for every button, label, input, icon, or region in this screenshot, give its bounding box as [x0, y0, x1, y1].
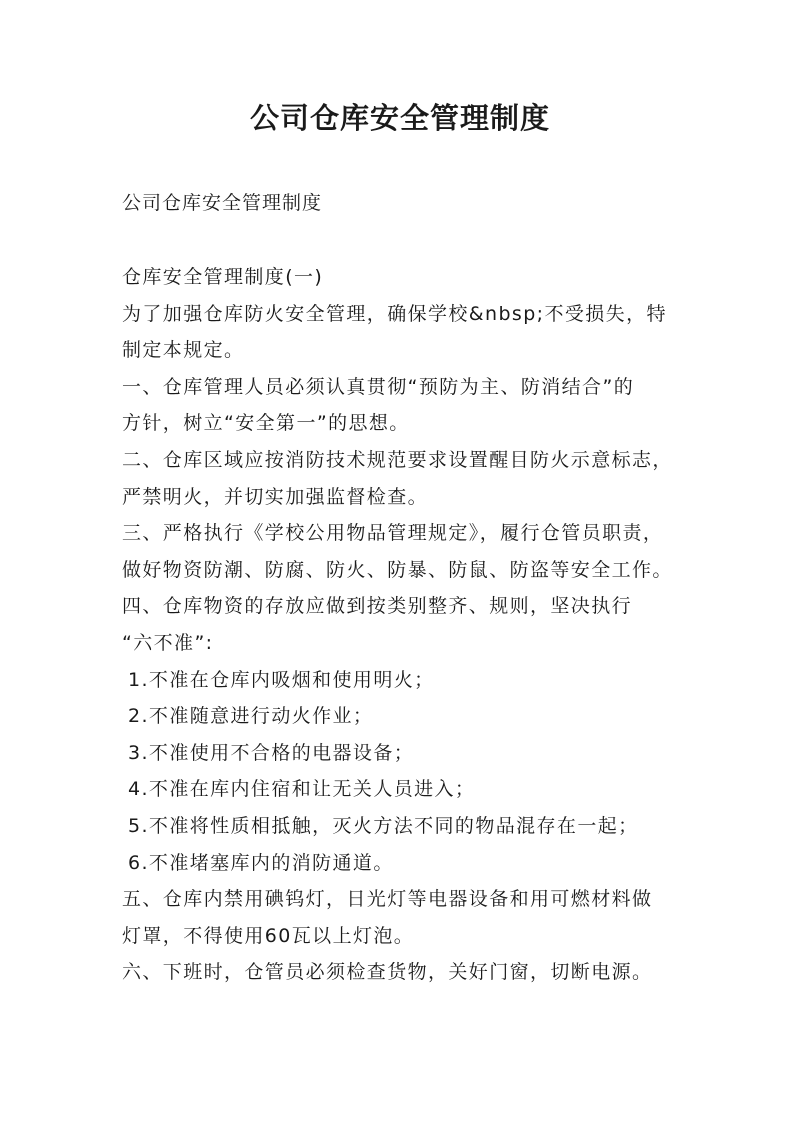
paragraph-line: 一、仓库管理人员必须认真贯彻“预防为主、防消结合”的	[122, 375, 635, 398]
document-title: 公司仓库安全管理制度	[249, 101, 550, 135]
paragraph-line: 三、严格执行《学校公用物品管理规定》，履行仓管员职责，	[122, 522, 664, 545]
paragraph-line: 做好物资防潮、防腐、防火、防暴、防鼠、防盗等安全工作。	[122, 558, 673, 581]
list-item: 3.不准使用不合格的电器设备；	[128, 741, 415, 764]
paragraph-line: “六不准”:	[122, 631, 214, 654]
list-item: 1.不准在仓库内吸烟和使用明火；	[128, 668, 435, 691]
paragraph-line: 二、仓库区域应按消防技术规范要求设置醒目防火示意标志，	[122, 448, 673, 471]
paragraph-line: 制定本规定。	[122, 339, 245, 362]
paragraph-line: 严禁明火，并切实加强监督检查。	[122, 485, 429, 508]
paragraph-line: 灯罩，不得使用60瓦以上灯泡。	[122, 924, 415, 947]
document-subtitle: 公司仓库安全管理制度	[122, 192, 323, 214]
list-item: 2.不准随意进行动火作业；	[128, 705, 374, 728]
paragraph-line: 四、仓库物资的存放应做到按类别整齐、规则，坚决执行	[122, 595, 633, 618]
document-body	[122, 259, 692, 991]
paragraph-line: 六、下班时，仓管员必须检查货物，关好门窗，切断电源。	[122, 961, 653, 984]
list-item: 5.不准将性质相抵触，灭火方法不同的物品混存在一起；	[128, 814, 639, 837]
paragraph-line: 方针，树立“安全第一”的思想。	[122, 412, 410, 435]
list-item: 4.不准在库内住宿和让无关人员进入；	[128, 778, 476, 801]
paragraph-line: 为了加强仓库防火安全管理，确保学校&nbsp;不受损失，特	[122, 302, 667, 325]
paragraph-line: 五、仓库内禁用碘钨灯，日光灯等电器设备和用可燃材料做	[122, 888, 653, 911]
list-item: 6.不准堵塞库内的消防通道。	[128, 851, 394, 874]
section-heading: 仓库安全管理制度(一)	[122, 266, 324, 288]
